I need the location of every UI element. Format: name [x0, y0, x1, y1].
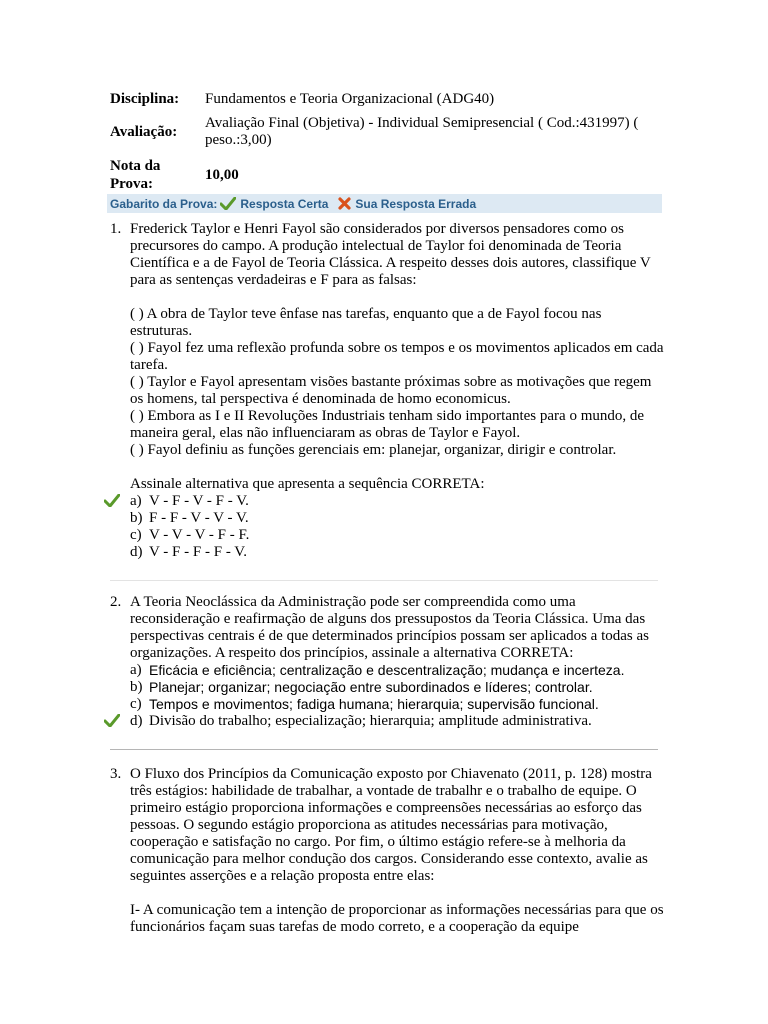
question-2	[110, 594, 665, 730]
option-letter: c)	[130, 696, 142, 712]
question-1	[110, 221, 665, 561]
option-letter: d)	[130, 713, 143, 729]
statement-item: ( ) Embora as I e II Revoluções Industriais tenham sido importantes para o mundo, de maneira geral, elas não influenciaram as obras de Taylor e Fayol.	[130, 408, 645, 441]
option-letter: a)	[130, 493, 142, 509]
question-3	[110, 766, 665, 936]
disciplina-label: Disciplina:	[110, 91, 180, 107]
wrong-x-icon	[338, 197, 351, 210]
option-text: V - F - F - F - V.	[149, 544, 247, 560]
option-text: V - F - V - F - V.	[149, 493, 249, 509]
avaliacao-value: Avaliação Final (Objetiva) - Individual Semipresencial ( Cod.:431997) ( peso.:3,00)	[205, 115, 639, 148]
question-statement: A Teoria Neoclássica da Administração pode ser compreendida como uma reconsideração e reafirmação de alguns dos pressupostos da Teoria Clássica. Uma das perspectivas centrais é de que determinados princípios possam ser aplicados a todas as organizações. A respeito dos princípios, assinale a alternativa CORRETA:	[130, 594, 650, 661]
nota-label: Nota da Prova:	[110, 158, 161, 192]
option-text: Eficácia e eficiência; centralização e descentralização; mudança e incerteza.	[149, 662, 625, 678]
correct-answer-label: Resposta Certa	[240, 196, 329, 211]
question-prompt: Assinale alternativa que apresenta a sequência CORRETA:	[130, 476, 485, 492]
question-divider	[110, 749, 658, 750]
statement-item: ( ) Fayol fez uma reflexão profunda sobre os tempos e os movimentos aplicados em cada tarefa.	[130, 340, 664, 373]
option-text: F - F - V - V - V.	[149, 510, 249, 526]
option-letter: b)	[130, 510, 143, 526]
disciplina-row	[110, 86, 662, 112]
option-a	[130, 662, 665, 679]
statement-item: ( ) A obra de Taylor teve ênfase nas tarefas, enquanto que a de Fayol focou nas estruturas.	[130, 306, 602, 339]
checkmark-icon	[220, 197, 236, 210]
wrong-answer-label: Sua Resposta Errada	[355, 196, 477, 211]
checkmark-icon	[104, 714, 120, 727]
option-text: V - V - V - F - F.	[149, 527, 250, 543]
option-text: Divisão do trabalho; especialização; hierarquia; amplitude administrativa.	[149, 713, 592, 729]
statement-item: ( ) Taylor e Fayol apresentam visões bastante próximas sobre as motivações que regem os homens, tal perspectiva é denominada de homo economicus.	[130, 374, 652, 407]
question-number: 3.	[110, 766, 122, 782]
option-d	[130, 544, 665, 561]
option-letter: c)	[130, 527, 142, 543]
question-divider	[110, 580, 658, 581]
option-b	[130, 679, 665, 696]
answer-key-label: Gabarito da Prova:	[110, 196, 218, 211]
option-b	[130, 510, 665, 527]
question-number: 1.	[110, 221, 122, 237]
exam-header	[110, 86, 662, 198]
option-text: Tempos e movimentos; fadiga humana; hierarquia; supervisão funcional.	[149, 696, 599, 712]
option-d	[130, 713, 665, 730]
statement-item: ( ) Fayol definiu as funções gerenciais em: planejar, organizar, dirigir e controlar.	[130, 442, 617, 458]
option-c	[130, 696, 665, 713]
avaliacao-row	[110, 112, 662, 152]
option-c	[130, 527, 665, 544]
option-a	[130, 493, 665, 510]
option-letter: d)	[130, 544, 143, 560]
question-statement: O Fluxo dos Princípios da Comunicação exposto por Chiavenato (2011, p. 128) mostra três estágios: habilidade de trabalhar, a vontade de trabalhr e o trabalho de equipe. O primeiro estágio proporciona informações e compreensões necessárias ao esforço das pessoas. O segundo estágio proporciona as atitudes necessárias para motivação, cooperação e satisfação no cargo. Por fim, o último estágio refere-se à melhoria da comunicação para melhor condução dos cargos. Considerando esse contexto, avalie as seguintes asserções e a relação proposta entre elas:	[130, 766, 652, 884]
checkmark-icon	[104, 494, 120, 507]
nota-value: 10,00	[205, 166, 239, 183]
option-text: Planejar; organizar; negociação entre subordinados e líderes; controlar.	[149, 679, 593, 695]
option-letter: a)	[130, 662, 142, 678]
answer-key-legend	[107, 194, 662, 213]
question-statement: Frederick Taylor e Henri Fayol são considerados por diversos pensadores como os precursores do campo. A produção intelectual de Taylor foi denominada de Teoria Científica e a de Fayol de Teoria Clássica. A respeito desses dois autores, classifique V para as sentenças verdadeiras e F para as falsas:	[130, 221, 651, 288]
disciplina-value: Fundamentos e Teoria Organizacional (ADG40)	[205, 90, 495, 107]
nota-row	[110, 152, 662, 198]
avaliacao-label: Avaliação:	[110, 124, 178, 140]
option-letter: b)	[130, 679, 143, 695]
assertion-text: I- A comunicação tem a intenção de proporcionar as informações necessárias para que os funcionários façam suas tarefas de modo correto, e a cooperação da equipe	[130, 902, 664, 935]
question-number: 2.	[110, 594, 122, 610]
